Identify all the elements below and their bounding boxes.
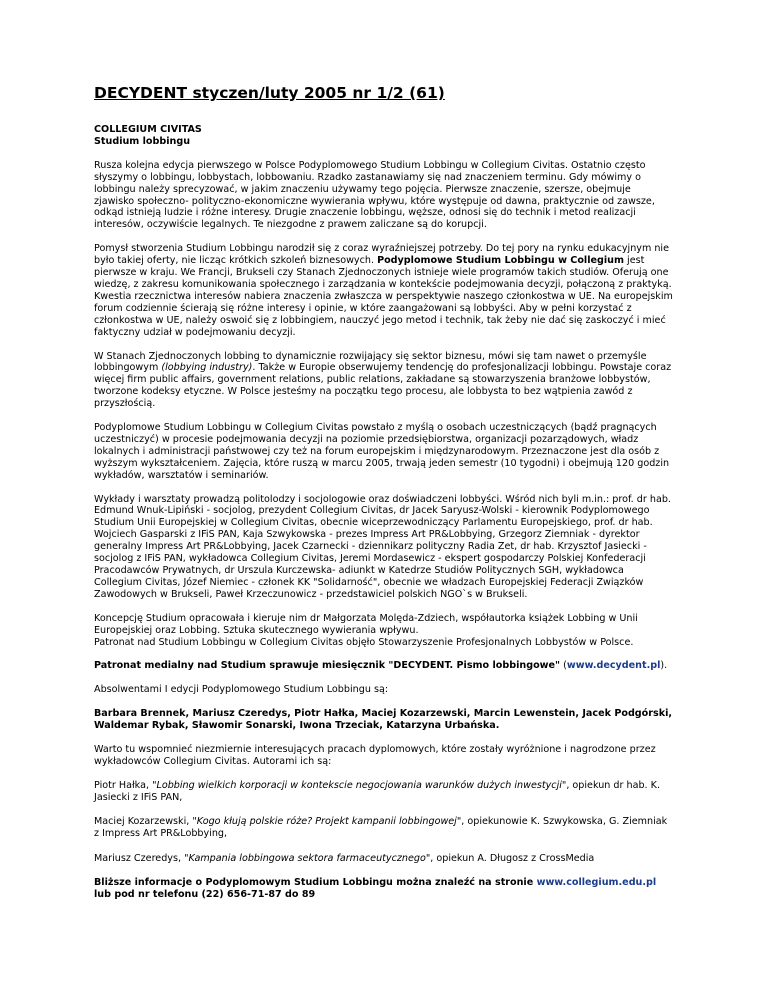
- paragraph-concept: [94, 613, 674, 649]
- text-run: ).: [660, 660, 668, 672]
- text-run: Koncepcję Studium opracowała i kieruje nim dr Małgorzata Molęda-Zdziech, współautorka książek Lobbing w Unii Europejskiej oraz Lobbing. Sztuka skutecznego wywierania wpływu.: [94, 612, 638, 636]
- text-run: . Także w Europie obserwujemy tendencję do profesjonalizacji lobbingu. Powstaje coraz więcej firm public affairs, government relations, public relations, zakładane są stowarzyszenia branżowe lobbystów, tworzone kodeksy etyczne. W Polsce jesteśmy na początku tego procesu, ale lobbysta to bez wątpienia zawód z przyszłością.: [94, 362, 672, 410]
- thesis-supervisor: , opiekun A. Długosz z CrossMedia: [430, 852, 595, 864]
- thesis-title: "Kogo kłują polskie róże? Projekt kampanii lobbingowej": [192, 815, 462, 827]
- section-subtitle: Studium lobbingu: [94, 135, 191, 147]
- bold-text: Podyplomowe Studium Lobbingu w Collegium: [377, 255, 624, 267]
- paragraph-intro: Rusza kolejna edycja pierwszego w Polsce Podyplomowego Studium Lobbingu w Collegium Civitas. Ostatnio często słyszymy o lobbingu, lobbystach, lobbowaniu. Rzadko zastanawiamy się nad znaczeniem terminu. Gdy mówimy o lobbingu należy sprecyzować, w jakim znaczeniu używamy tego pojęcia. Pierwsze znaczenie, szersze, obejmuje zjawisko społeczno- polityczno-ekonomiczne wywierania wpływu, które występuje od dawna, praktycznie od zawsze, odkąd istnieją ludzie i różne interesy. Drugie znaczenie lobbingu, węższe, odnosi się do technik i metod realizacji interesów, oczywiście legalnych. Te niezgodne z prawem zaliczane są do korupcji.: [94, 159, 655, 231]
- paragraph-usa: [94, 351, 674, 411]
- thesis-item: [94, 816, 674, 840]
- institution-name: COLLEGIUM CIVITAS: [94, 124, 202, 135]
- bold-text: Patronat medialny nad Studium sprawuje miesięcznik "DECYDENT. Pismo lobbingowe": [94, 660, 561, 672]
- thesis-item: [94, 780, 674, 804]
- text-run: Bliższe informacje o Podyplomowym Studium Lobbingu można znaleźć na stronie: [94, 877, 537, 889]
- decydent-link[interactable]: www.decydent.pl: [566, 660, 661, 672]
- thesis-item: [94, 853, 674, 865]
- phone-text: lub pod nr telefonu (22) 656-71-87 do 89: [94, 889, 316, 901]
- text-run: (: [560, 660, 567, 672]
- section-header: [94, 124, 674, 148]
- italic-text: (lobbying industry): [161, 362, 253, 374]
- thesis-title: "Lobbing wielkich korporacji w kontekscie negocjowania warunków dużych inwestycji": [152, 779, 567, 791]
- graduates-list: Barbara Brennek, Mariusz Czeredys, Piotr Hałka, Maciej Kozarzewski, Marcin Lewenstein, Jacek Podgórski, Waldemar Rybak, Sławomir Sonarski, Iwona Trzeciak, Katarzyna Urbańska.: [94, 708, 673, 732]
- paragraph-lecturers: Wykłady i warsztaty prowadzą politolodzy i socjologowie oraz doświadczeni lobbyści. Wśród nich byli m.in.: prof. dr hab. Edmund Wnuk-Lipiński - socjolog, prezydent Collegium Civitas, dr Jacek Saryusz-Wolski - kierownik Podyplomowego Studium Unii Europejskiej w Collegium Civitas, obecnie wiceprzewodniczący Parlamentu Europejskiego, prof. dr hab. Wojciech Gasparski z IFiS PAN, Kaja Szwykowska - prezes Impress Art PR&Lobbying, Grzegorz Ziemniak - dyrektor generalny Impress Art PR&Lobbying, Jacek Czarnecki - dziennikarz polityczny Radia Zet, dr hab. Krzysztof Jasiecki - socjolog z IFiS PAN, wykładowca Collegium Civitas, Jeremi Mordasewicz - ekspert gospodarczy Polskiej Konfederacji Pracodawców Prywatnych, dr Urszula Kurczewska- adiunkt w Katedrze Studiów Politycznych SGH, wykładowca Collegium Civitas, Józef Niemiec - członek KK "Solidarność", obecnie we władzach Europejskiej Federacji Związków Zawodowych w Brukseli, Paweł Krzeczunowicz - przedstawiciel polskich NGO`s w Brukseli.: [94, 493, 671, 600]
- text-run: W Stanach Zjednoczonych lobbing to dynamicznie rozwijający się sektor biznesu, mówi się tam nawet o przemyśle lobbingowym: [94, 350, 647, 374]
- paragraph-theses-intro: Warto tu wspomnieć niezmiernie interesujących pracach dyplomowych, które zostały wyróżnione i nagrodzone przez wykładowców Collegium Civitas. Autorami ich są:: [94, 744, 656, 767]
- thesis-author: Maciej Kozarzewski,: [94, 815, 193, 827]
- paragraph-origin: [94, 243, 674, 338]
- paragraph-patronage: [94, 660, 674, 672]
- footer-info: [94, 877, 674, 901]
- thesis-author: Piotr Hałka,: [94, 779, 153, 791]
- text-run: Patronat nad Studium Lobbingu w Collegium Civitas objęło Stowarzyszenie Profesjonalnych Lobbystów w Polsce.: [94, 636, 634, 648]
- thesis-author: Mariusz Czeredys,: [94, 852, 185, 864]
- thesis-title: "Kampania lobbingowa sektora farmaceutycznego": [184, 852, 431, 864]
- paragraph-graduates-intro: Absolwentami I edycji Podyplomowego Studium Lobbingu są:: [94, 684, 389, 696]
- text-run: Pomysł stworzenia Studium Lobbingu narodził się z coraz wyraźniejszej potrzeby. Do tej pory na rynku edukacyjnym nie było takiej oferty, nie licząc krótkich szkoleń biznesowych.: [94, 243, 670, 267]
- document-title: DECYDENT styczen/luty 2005 nr 1/2 (61): [94, 84, 445, 102]
- collegium-link[interactable]: www.collegium.edu.pl: [536, 877, 657, 889]
- text-run: jest pierwsze w kraju. We Francji, Brukseli czy Stanach Zjednoczonych istnieje wiele programów takich studiów. Oferują one wiedzę, z zakresu komunikowania społecznego i zarządzania w kontekście podejmowania decyzji, połączoną z praktyką. Kwestia rzecznictwa interesów nabiera znaczenia zwłaszcza w perspektywie naszego członkostwa w UE. Na europejskim forum codziennie ścierają się różne interesy i opinie, w które zaangażowani są lobbyści. Aby w pełni korzystać z członkostwa w UE, należy oswoić się z lobbingiem, nauczyć jego metod i technik, tak żeby nie dać się zaskoczyć i mieć faktyczny udział w podejmowaniu decyzji.: [94, 255, 673, 338]
- thesis-supervisor: , opiekun dr hab. K. Jasiecki z IFiS PAN,: [94, 779, 660, 803]
- paragraph-audience: Podyplomowe Studium Lobbingu w Collegium Civitas powstało z myślą o osobach uczestniczących (bądź pragnących uczestniczyć) w procesie podejmowania decyzji na poziomie przedsiębiorstwa, organizacji pozarządowych, władz lokalnych i administracji państwowej czy też na forum europejskim i międzynarodowym. Przeznaczone jest dla osób z wyższym wykształceniem. Zajęcia, które ruszą w marcu 2005, trwają jeden semestr (10 tygodni) i obejmują 120 godzin wykładów, warsztatów i seminariów.: [94, 422, 670, 481]
- thesis-supervisor: , opiekunowie K. Szwykowska, G. Ziemniak z Impress Art PR&Lobbying,: [94, 815, 668, 839]
